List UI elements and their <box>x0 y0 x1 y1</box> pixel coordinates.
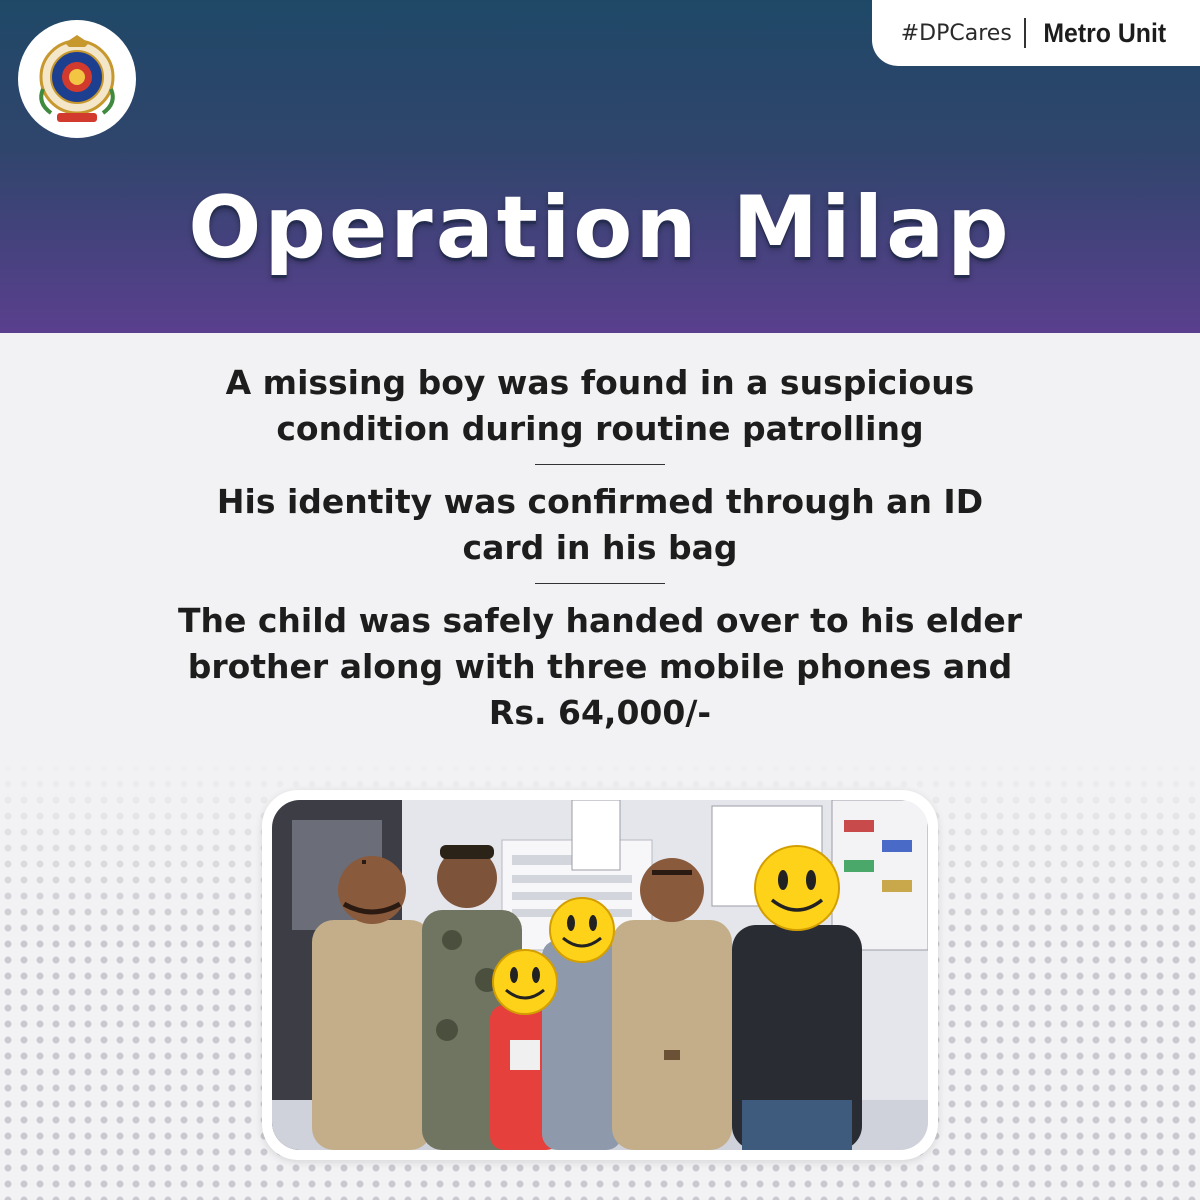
unit-text: Metro Unit <box>1043 17 1166 48</box>
group-photo <box>272 800 928 1150</box>
story-line-3: The child was safely handed over to his elder brother along with three mobile phones and Rs. 64,000/- <box>177 601 1023 732</box>
hashtag-box <box>872 0 1200 66</box>
group-photo-illustration <box>272 800 928 1150</box>
logo-badge <box>18 20 136 138</box>
tag-divider <box>1024 18 1026 48</box>
divider-2 <box>535 583 665 584</box>
smiley-face-icon <box>550 898 614 962</box>
smiley-face-icon <box>493 950 557 1014</box>
story-line-1: A missing boy was found in a suspicious condition during routine patrolling <box>225 363 975 448</box>
hashtag-text: #DPCares <box>900 20 1012 46</box>
page-title: Operation Milap <box>188 178 1012 278</box>
story-text <box>150 360 1050 736</box>
story-line-2: His identity was confirmed through an ID card in his bag <box>216 482 984 567</box>
divider-1 <box>535 464 665 465</box>
photo-frame <box>262 790 938 1160</box>
header-banner <box>0 0 1200 333</box>
delhi-police-emblem-icon <box>29 31 125 127</box>
smiley-face-icon <box>755 846 839 930</box>
